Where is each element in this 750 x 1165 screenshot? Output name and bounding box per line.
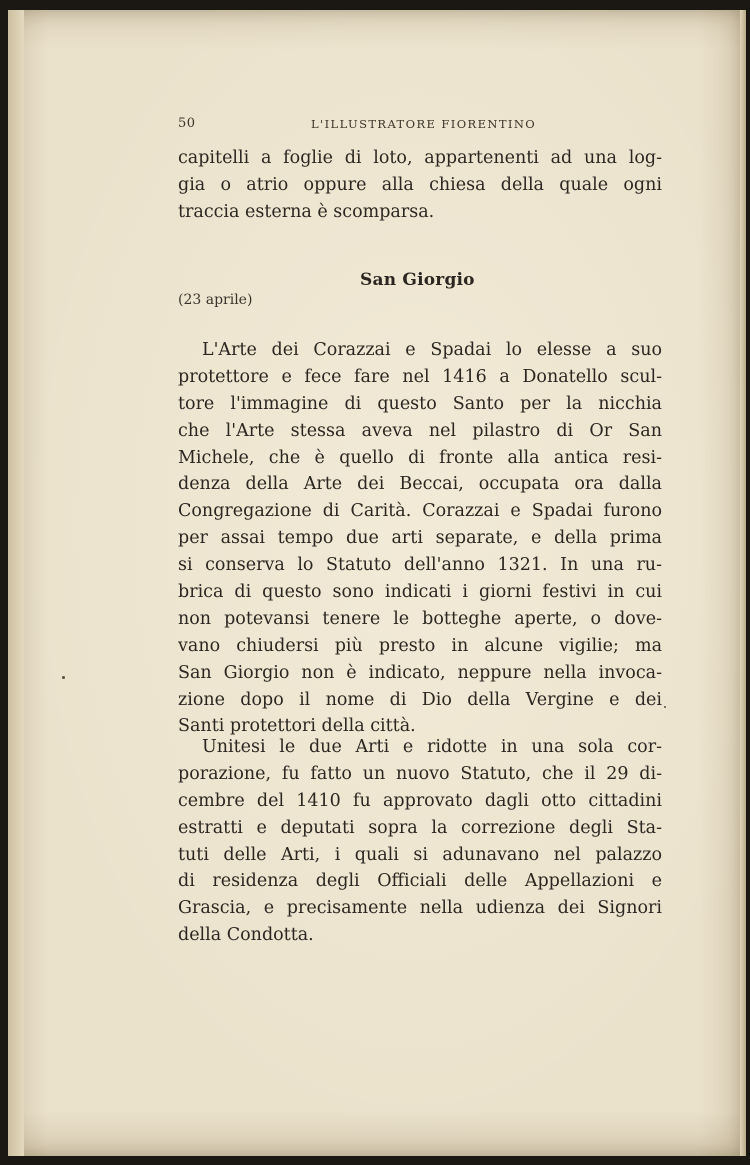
text-line: Congregazione di Carità. Corazzai e Spadai furono [178, 501, 662, 522]
ink-speck [62, 676, 65, 679]
text-line: vano chiudersi più presto in alcune vigilie; ma [178, 635, 662, 656]
text-line: della Condotta. [178, 925, 314, 946]
text-line: capitelli a foglie di loto, appartenenti ad una log- [178, 148, 662, 168]
page-edge [740, 10, 746, 1156]
intro-paragraph [178, 145, 662, 226]
text-line: tore l'immagine di questo Santo per la nicchia [178, 393, 662, 414]
text-line: traccia esterna è scomparsa. [178, 201, 435, 222]
page-gutter [8, 10, 24, 1156]
text-line: per assai tempo due arti separate, e della prima [178, 528, 662, 549]
text-line: tuti delle Arti, i quali si adunavano nel palazzo [178, 844, 662, 865]
text-line: di residenza degli Officiali delle Appellazioni e [178, 871, 662, 892]
text-line: cembre del 1410 fu approvato dagli otto cittadini [178, 790, 662, 811]
page-number: 50 [178, 116, 196, 131]
text-line: porazione, fu fatto un nuovo Statuto, che il 29 di- [178, 763, 662, 784]
paragraph-one [178, 337, 662, 740]
text-line: zione dopo il nome di Dio della Vergine e dei [178, 689, 662, 710]
text-line: gia o atrio oppure alla chiesa della quale ogni [178, 174, 662, 195]
text-line: Michele, che è quello di fronte alla antica resi- [178, 447, 662, 468]
text-line: non potevansi tenere le botteghe aperte, o dove- [178, 608, 662, 629]
text-line: protettore e fece fare nel 1416 a Donatello scul- [178, 366, 662, 387]
section-title: San Giorgio [360, 270, 475, 290]
text-line: denza della Arte dei Beccai, occupata ora dalla [178, 474, 662, 495]
running-head [178, 116, 538, 134]
text-line: che l'Arte stessa aveva nel pilastro di Or San [178, 420, 662, 441]
text-line: Santi protettori della città. [178, 716, 416, 737]
paragraph-two [178, 734, 662, 949]
text-line: L'Arte dei Corazzai e Spadai lo elesse a suo [202, 340, 662, 360]
text-line: San Giorgio non è indicato, neppure nella invoca- [178, 662, 662, 683]
journal-title: L'ILLUSTRATORE FIORENTINO [311, 117, 537, 131]
feast-date: (23 aprile) [178, 292, 253, 308]
text-line: si conserva lo Statuto dell'anno 1321. In una ru- [178, 555, 662, 576]
ink-speck [664, 706, 666, 708]
text-line: brica di questo sono indicati i giorni festivi in cui [178, 582, 662, 603]
text-line: Unitesi le due Arti e ridotte in una sola cor- [202, 737, 662, 757]
text-line: Grascia, e precisamente nella udienza dei Signori [178, 898, 662, 919]
text-line: estratti e deputati sopra la correzione degli Sta- [178, 817, 662, 838]
